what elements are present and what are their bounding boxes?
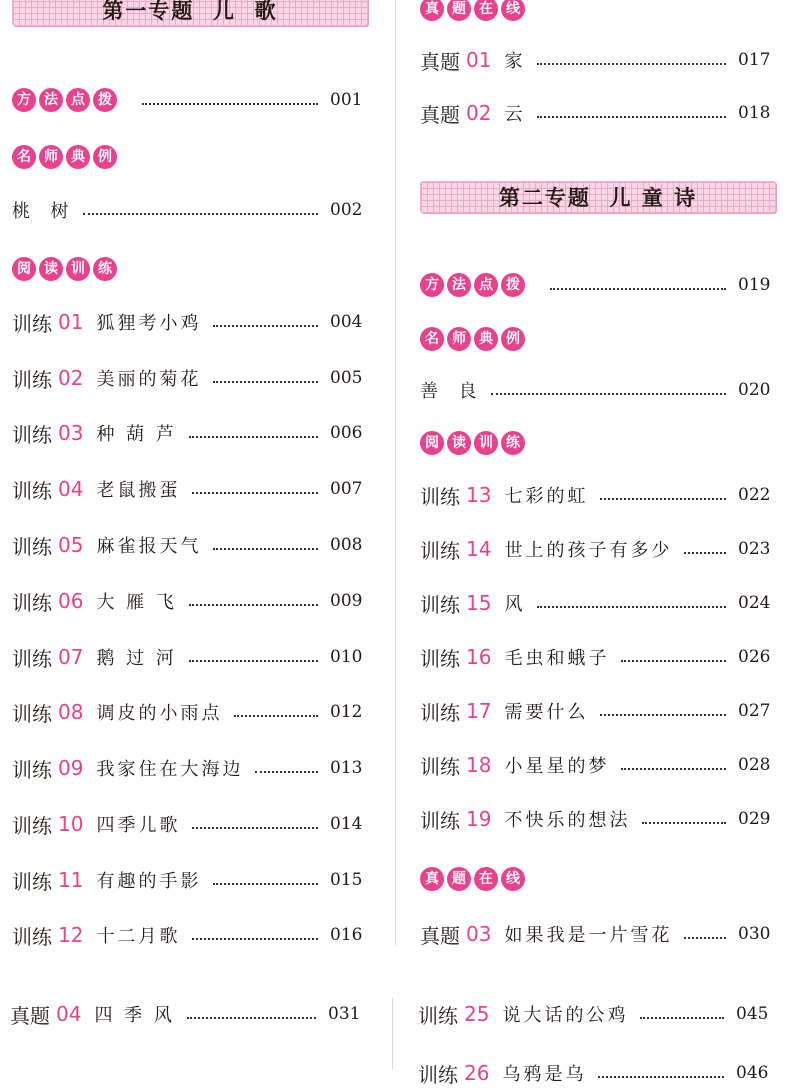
dot-leader (142, 103, 318, 105)
entry-title: 桃 树 (12, 201, 72, 222)
badge-char: 题 (447, 0, 471, 21)
entry-number: 07 (58, 645, 84, 669)
badge-char: 拨 (501, 273, 525, 297)
entry-title: 家 (504, 51, 526, 72)
entry-title: 乌鸦是乌 (502, 1064, 587, 1085)
toc-entry[interactable] (12, 640, 362, 674)
entry-title: 毛虫和蛾子 (504, 648, 610, 669)
entry-number: 04 (56, 1002, 82, 1026)
badge-char: 法 (447, 273, 471, 297)
page-number: 007 (330, 479, 363, 499)
entry-number: 03 (58, 421, 84, 445)
page-number: 023 (738, 539, 771, 559)
badge-char: 练 (93, 257, 117, 281)
exam-online-badge (420, 866, 528, 892)
toc-entry[interactable] (420, 748, 770, 782)
badge-char: 线 (501, 0, 525, 21)
entry-number: 04 (58, 477, 84, 501)
entry-number: 25 (464, 1002, 490, 1026)
badge-char: 训 (474, 431, 498, 455)
entry-number: 14 (466, 537, 492, 561)
page-number: 030 (738, 924, 771, 944)
entry-title: 有趣的手影 (96, 871, 202, 892)
entry-number: 18 (466, 753, 492, 777)
dot-leader (189, 436, 318, 438)
dot-leader (192, 492, 318, 494)
dot-leader (550, 288, 726, 290)
entry-number: 13 (466, 483, 492, 507)
badge-char: 练 (501, 431, 525, 455)
badge-char: 拨 (93, 88, 117, 112)
dot-leader (213, 325, 318, 327)
toc-entry[interactable] (12, 472, 362, 506)
toc-entry[interactable] (420, 43, 770, 77)
section-header-1: 第一专题 儿 歌 (12, 0, 368, 26)
page-number: 019 (738, 275, 771, 295)
entry-title: 鹅 过 河 (96, 648, 177, 669)
badge-char: 读 (39, 257, 63, 281)
column-divider (395, 0, 396, 945)
page-number: 008 (330, 535, 363, 555)
entry-title: 如果我是一片雪花 (504, 925, 673, 946)
entry-number: 02 (466, 101, 492, 125)
entry-prefix: 训练 (418, 1062, 458, 1087)
entry-number: 09 (58, 756, 84, 780)
page-number: 027 (738, 701, 771, 721)
badge-char: 方 (12, 88, 36, 112)
method-tips-row[interactable] (544, 268, 770, 302)
entry-title: 需要什么 (504, 702, 589, 723)
badge-char: 在 (474, 867, 498, 891)
toc-entry[interactable] (420, 532, 770, 566)
entry-prefix: 真题 (420, 102, 460, 127)
entry-prefix: 训练 (12, 701, 52, 726)
dot-leader (537, 63, 726, 65)
toc-entry[interactable] (420, 694, 770, 728)
entry-title: 四季儿歌 (96, 815, 181, 836)
entry-title: 说大话的公鸡 (502, 1005, 629, 1026)
entry-prefix: 训练 (420, 646, 460, 671)
toc-entry[interactable] (420, 917, 770, 951)
model-example-badge (12, 144, 120, 170)
toc-entry[interactable] (12, 305, 362, 339)
entry-prefix: 训练 (418, 1003, 458, 1028)
page-number: 029 (738, 809, 771, 829)
badge-char: 师 (39, 145, 63, 169)
entry-title: 大 雁 飞 (96, 592, 177, 613)
entry-number: 06 (58, 589, 84, 613)
entry-prefix: 训练 (12, 534, 52, 559)
badge-char: 师 (447, 327, 471, 351)
entry-prefix: 真题 (420, 923, 460, 948)
page-number: 014 (330, 814, 363, 834)
dot-leader (192, 827, 318, 829)
entry-title: 狐狸考小鸡 (96, 313, 202, 334)
entry-title: 种 葫 芦 (96, 424, 177, 445)
dot-leader (537, 116, 726, 118)
entry-prefix: 训练 (12, 646, 52, 671)
dot-leader (187, 1017, 316, 1019)
column-divider-lower (392, 998, 393, 1070)
page-number: 015 (330, 870, 363, 890)
page-number: 009 (330, 591, 363, 611)
page-number: 018 (738, 103, 771, 123)
method-tips-row[interactable] (136, 83, 362, 117)
badge-char: 在 (474, 0, 498, 21)
dot-leader (684, 552, 726, 554)
toc-entry[interactable] (12, 528, 362, 562)
dot-leader (189, 660, 318, 662)
entry-title: 云 (504, 104, 526, 125)
entry-prefix: 训练 (12, 924, 52, 949)
entry-number: 02 (58, 366, 84, 390)
section-header-2: 第二专题 儿 童 诗 (420, 181, 776, 213)
entry-number: 11 (58, 868, 84, 892)
badge-char: 典 (474, 327, 498, 351)
entry-title: 善 良 (420, 381, 480, 402)
page-number: 024 (738, 593, 771, 613)
dot-leader (234, 715, 318, 717)
toc-entry[interactable] (418, 997, 768, 1031)
entry-prefix: 训练 (12, 869, 52, 894)
page-number: 016 (330, 925, 363, 945)
model-example-badge (420, 326, 528, 352)
badge-char: 真 (420, 0, 444, 21)
page-number: 012 (330, 702, 363, 722)
method-tips-badge (12, 87, 120, 113)
entry-title: 美丽的菊花 (96, 369, 202, 390)
toc-entry[interactable] (420, 586, 770, 620)
dot-leader (213, 548, 318, 550)
toc-entry[interactable] (420, 640, 770, 674)
entry-title: 小星星的梦 (504, 756, 610, 777)
entry-number: 26 (464, 1061, 490, 1085)
entry-prefix: 训练 (12, 422, 52, 447)
badge-char: 点 (474, 273, 498, 297)
entry-prefix: 真题 (420, 49, 460, 74)
toc-entry[interactable] (420, 96, 770, 130)
badge-char: 真 (420, 867, 444, 891)
entry-title: 十二月歌 (96, 926, 181, 947)
toc-entry[interactable] (420, 478, 770, 512)
toc-entry[interactable] (420, 802, 770, 836)
page-number: 045 (736, 1004, 769, 1024)
dot-leader (213, 381, 318, 383)
page-number: 020 (738, 380, 771, 400)
page-number: 006 (330, 423, 363, 443)
page-number: 005 (330, 368, 363, 388)
entry-number: 05 (58, 533, 84, 557)
dot-leader (684, 937, 726, 939)
reading-training-badge (12, 256, 120, 282)
entry-prefix: 训练 (420, 538, 460, 563)
method-tips-badge (420, 272, 528, 298)
badge-char: 名 (420, 327, 444, 351)
entry-prefix: 训练 (12, 367, 52, 392)
toc-entry[interactable] (12, 807, 362, 841)
entry-number: 08 (58, 700, 84, 724)
badge-char: 典 (66, 145, 90, 169)
dot-leader (491, 393, 726, 395)
page-number: 001 (330, 90, 363, 110)
entry-number: 12 (58, 923, 84, 947)
entry-number: 16 (466, 645, 492, 669)
entry-prefix: 训练 (420, 484, 460, 509)
badge-char: 名 (12, 145, 36, 169)
entry-prefix: 训练 (420, 700, 460, 725)
dot-leader (642, 822, 726, 824)
badge-char: 训 (66, 257, 90, 281)
entry-prefix: 训练 (12, 757, 52, 782)
toc-entry-cut-off[interactable] (418, 1056, 768, 1090)
entry-prefix: 训练 (12, 813, 52, 838)
dot-leader (192, 938, 318, 940)
entry-title: 老鼠搬蛋 (96, 480, 181, 501)
entry-title: 我家住在大海边 (96, 759, 244, 780)
dot-leader (213, 883, 318, 885)
model-example-row[interactable] (420, 373, 770, 407)
dot-leader (83, 213, 318, 215)
entry-number: 01 (466, 48, 492, 72)
toc-entry[interactable] (12, 751, 362, 785)
badge-char: 线 (501, 867, 525, 891)
dot-leader (255, 771, 318, 773)
entry-number: 10 (58, 812, 84, 836)
model-example-row[interactable] (12, 193, 362, 227)
entry-prefix: 真题 (10, 1003, 50, 1028)
page-number: 017 (738, 50, 771, 70)
entry-number: 01 (58, 310, 84, 334)
entry-title: 四 季 风 (94, 1005, 175, 1026)
entry-title: 麻雀报天气 (96, 536, 202, 557)
toc-entry[interactable] (12, 361, 362, 395)
dot-leader (189, 604, 318, 606)
page-number: 002 (330, 200, 363, 220)
exam-online-badge (420, 0, 528, 22)
entry-title: 调皮的小雨点 (96, 703, 223, 724)
entry-prefix: 训练 (420, 592, 460, 617)
dot-leader (621, 660, 726, 662)
entry-prefix: 训练 (12, 478, 52, 503)
toc-entry[interactable] (12, 863, 362, 897)
badge-char: 例 (501, 327, 525, 351)
entry-prefix: 训练 (12, 590, 52, 615)
badge-char: 点 (66, 88, 90, 112)
page-number: 031 (328, 1004, 361, 1024)
page-number: 004 (330, 312, 363, 332)
entry-number: 17 (466, 699, 492, 723)
dot-leader (598, 1076, 724, 1078)
page-number: 026 (738, 647, 771, 667)
entry-title: 风 (504, 594, 526, 615)
entry-number: 15 (466, 591, 492, 615)
dot-leader (621, 768, 726, 770)
entry-title: 不快乐的想法 (504, 810, 631, 831)
page-number: 046 (736, 1063, 769, 1083)
badge-char: 题 (447, 867, 471, 891)
page-number: 013 (330, 758, 363, 778)
dot-leader (600, 714, 726, 716)
entry-prefix: 训练 (12, 311, 52, 336)
entry-title: 世上的孩子有多少 (504, 540, 673, 561)
page-number: 028 (738, 755, 771, 775)
badge-char: 读 (447, 431, 471, 455)
entry-number: 19 (466, 807, 492, 831)
toc-entry[interactable] (12, 695, 362, 729)
badge-char: 例 (93, 145, 117, 169)
dot-leader (537, 606, 726, 608)
dot-leader (640, 1017, 724, 1019)
reading-training-badge (420, 430, 528, 456)
page-number: 010 (330, 647, 363, 667)
entry-title: 七彩的虹 (504, 486, 589, 507)
badge-char: 阅 (420, 431, 444, 455)
entry-prefix: 训练 (420, 754, 460, 779)
page-number: 022 (738, 485, 771, 505)
badge-char: 阅 (12, 257, 36, 281)
toc-entry[interactable] (12, 416, 362, 450)
dot-leader (600, 498, 726, 500)
toc-entry[interactable] (12, 584, 362, 618)
badge-char: 法 (39, 88, 63, 112)
badge-char: 方 (420, 273, 444, 297)
entry-number: 03 (466, 922, 492, 946)
toc-entry[interactable] (10, 997, 360, 1031)
toc-entry[interactable] (12, 918, 362, 952)
entry-prefix: 训练 (420, 808, 460, 833)
